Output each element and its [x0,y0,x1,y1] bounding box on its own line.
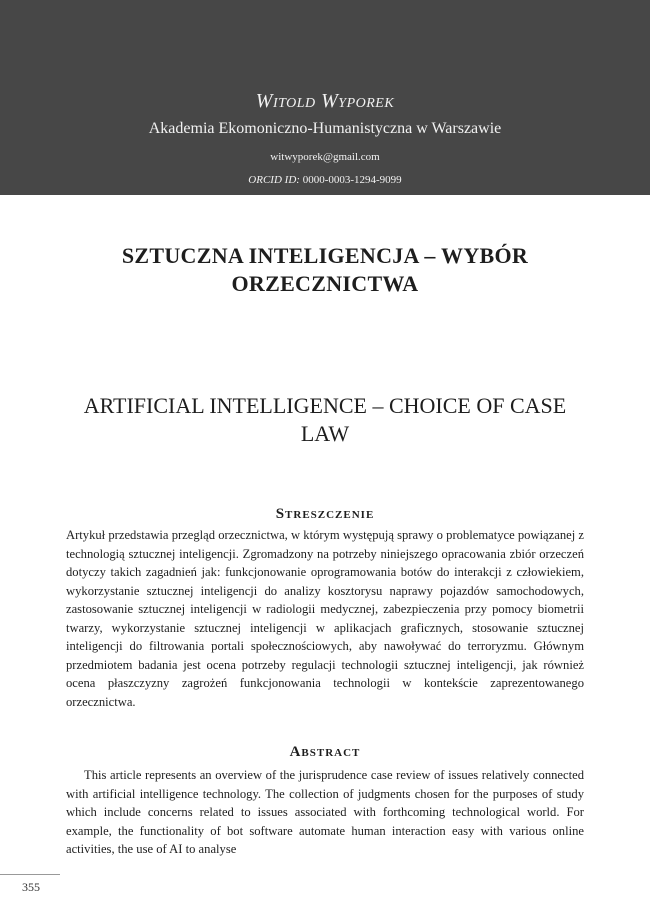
streszczenie-text: Artykuł przedstawia przegląd orzecznictwa, w którym występują sprawy o problematyce powiązanej z technologią sztucznej inteligencji. Zgromadzony na potrzeby niniejszego opracowania zbiór orzeczeń dotyczy takich zagadnień jak: funkcjonowanie oprogramowania botów do interakcji z człowiekiem, wykorzystanie sztucznej inteligencji do analizy kosztorysu naprawy pojazdów samochodowych, zastosowanie sztucznej inteligencji w radiologii medycznej, zabezpieczenia przy pomocy biometrii twarzy, wykorzystanie sztucznej inteligencji w aplikacjach graficznych, stosowanie sztucznej inteligencji do filtrowania portali społecznościowych, aby nawoływać do terroryzmu. Głównym przedmiotem badania jest ocena potrzeby regulacji technologii sztucznej inteligencji, jak również ocena płaszczyzny zagrożeń funkcjonowania technologii w kontekście zaprezentowanego orzecznictwa. [66,528,584,709]
author-affiliation: Akademia Ekomoniczno-Humanistyczna w Warszawie [148,120,502,137]
author-name: Witold Wyporek [255,90,395,112]
title-english: ARTIFICIAL INTELLIGENCE – CHOICE OF CASE LAW [83,393,567,446]
title-polish: SZTUCZNA INTELIGENCJA – WYBÓR ORZECZNICTWA [121,243,529,296]
header-band [0,0,650,195]
abstract-heading: Abstract [289,744,361,760]
streszczenie-heading: Streszczenie [275,506,375,522]
footer-rule [0,874,60,875]
orcid-label: ORCID ID: [248,174,300,186]
author-orcid [0,174,650,186]
author-email: witwyporek@gmail.com [270,151,380,163]
page-number: 355 [22,880,40,894]
abstract-text: This article represents an overview of the jurisprudence case review of issues relatively connected with artificial intelligence technology. The collection of judgments chosen for the purposes of study which include concerns related to issues associated with forthcoming technological world. For example, the functionality of bot software automate human interaction easy with various online activities, the use of AI to analyse [66,768,584,856]
orcid-value: 0000-0003-1294-9099 [299,174,402,186]
